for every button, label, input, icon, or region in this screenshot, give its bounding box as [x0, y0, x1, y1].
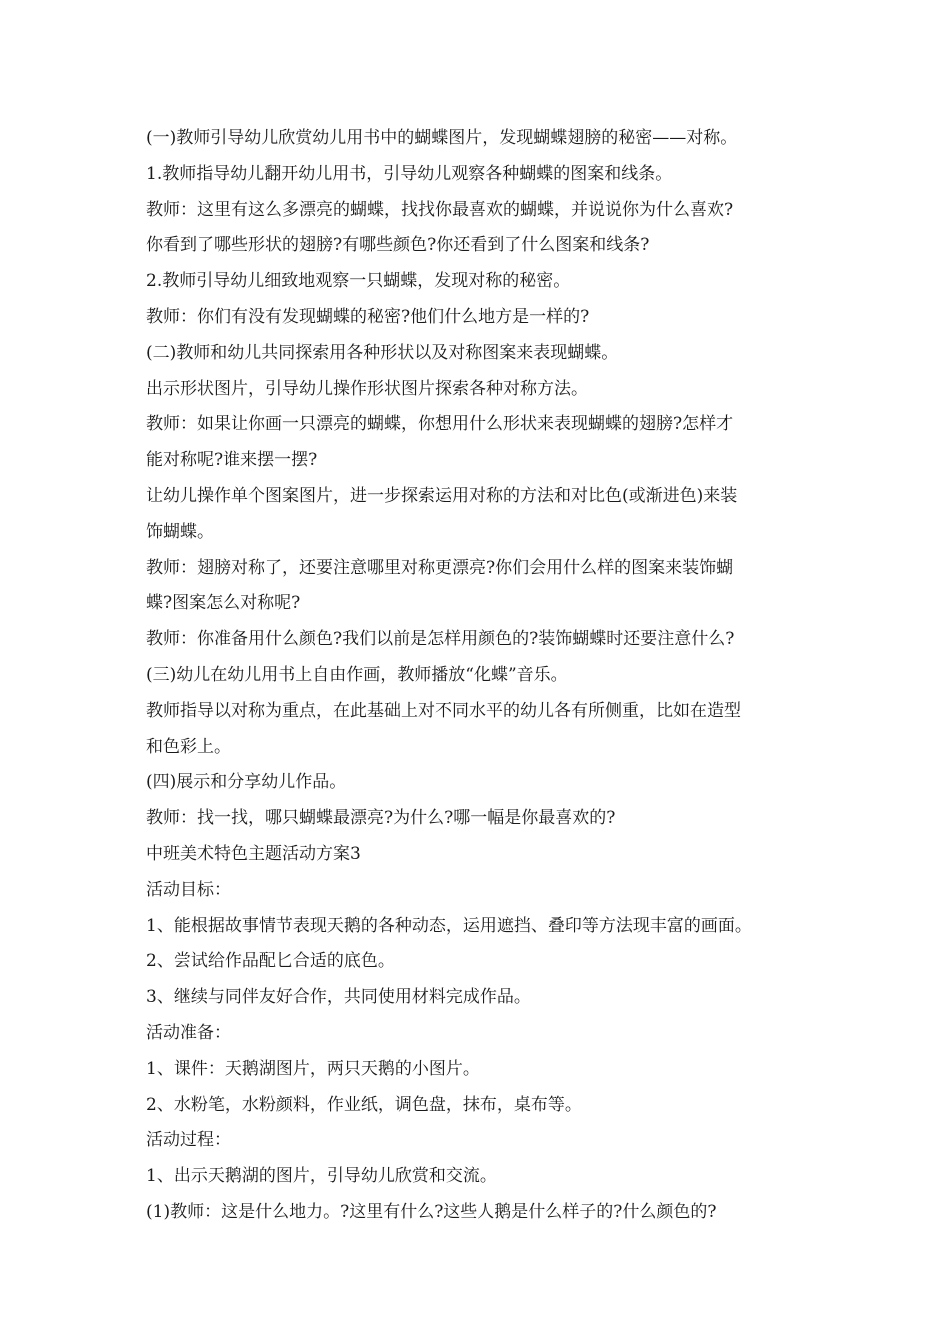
text-line: (一)教师引导幼儿欣赏幼儿用书中的蝴蝶图片，发现蝴蝶翅膀的秘密——对称。: [146, 128, 738, 148]
subsection-heading: 活动过程：: [146, 1130, 231, 1151]
text-line: (1)教师：这是什么地力。?这里有什么?这些人鹅是什么样子的?什么颜色的?: [146, 1201, 717, 1222]
text-line: 教师：如果让你画一只漂亮的蝴蝶，你想用什么形状来表现蝴蝶的翅膀?怎样才: [146, 414, 734, 435]
text-line: 1、课件：天鹅湖图片，两只天鹅的小图片。: [146, 1058, 480, 1079]
subsection-heading: 活动准备：: [146, 1022, 231, 1043]
text-line: 1.教师指导幼儿翻开幼儿用书，引导幼儿观察各种蝴蝶的图案和线条。: [146, 163, 673, 184]
text-line: 1、能根据故事情节表现天鹅的各种动态，运用遮挡、叠印等方法现丰富的画面。: [146, 915, 752, 936]
text-line: 2、尝试给作品配匕合适的底色。: [146, 951, 395, 972]
text-line: 让幼儿操作单个图案图片，进一步探索运用对称的方法和对比色(或渐进色)来装: [146, 485, 738, 506]
text-line: 你看到了哪些形状的翅膀?有哪些颜色?你还看到了什么图案和线条?: [146, 235, 650, 256]
text-line: (三)幼儿在幼儿用书上自由作画，教师播放“化蝶”音乐。: [146, 664, 568, 685]
text-line: 教师：找一找，哪只蝴蝶最漂亮?为什么?哪一幅是你最喜欢的?: [146, 808, 616, 829]
text-line: 和色彩上。: [146, 736, 231, 757]
text-line: 出示形状图片，引导幼儿操作形状图片探索各种对称方法。: [146, 378, 588, 399]
text-line: 能对称呢?谁来摆一摆?: [146, 450, 318, 471]
text-line: (二)教师和幼儿共同探索用各种形状以及对称图案来表现蝴蝶。: [146, 342, 619, 363]
text-line: 教师：这里有这么多漂亮的蝴蝶，找找你最喜欢的蝴蝶，并说说你为什么喜欢?: [146, 199, 734, 220]
text-line: 2、水粉笔，水粉颜料，作业纸，调色盘，抹布，桌布等。: [146, 1094, 582, 1115]
text-line: 教师：翅膀对称了，还要注意哪里对称更漂亮?你们会用什么样的图案来装饰蝴: [146, 557, 734, 578]
text-line: 饰蝴蝶。: [146, 521, 214, 542]
text-line: 1、出示天鹅湖的图片，引导幼儿欣赏和交流。: [146, 1166, 497, 1187]
text-line: 2.教师引导幼儿细致地观察一只蝴蝶，发现对称的秘密。: [146, 271, 571, 292]
document-body: [146, 121, 810, 1231]
text-line: 蝶?图案怎么对称呢?: [146, 593, 301, 614]
subsection-heading: 活动目标：: [146, 879, 231, 900]
text-line: 教师：你准备用什么颜色?我们以前是怎样用颜色的?装饰蝴蝶时还要注意什么?: [146, 629, 735, 650]
text-line: 3、继续与同伴友好合作，共同使用材料完成作品。: [146, 987, 531, 1008]
text-line: (四)展示和分享幼儿作品。: [146, 772, 347, 793]
text-line: 教师：你们有没有发现蝴蝶的秘密?他们什么地方是一样的?: [146, 306, 590, 327]
section-heading: 中班美术特色主题活动方案3: [146, 843, 361, 864]
text-line: 教师指导以对称为重点，在此基础上对不同水平的幼儿各有所侧重，比如在造型: [146, 700, 741, 721]
